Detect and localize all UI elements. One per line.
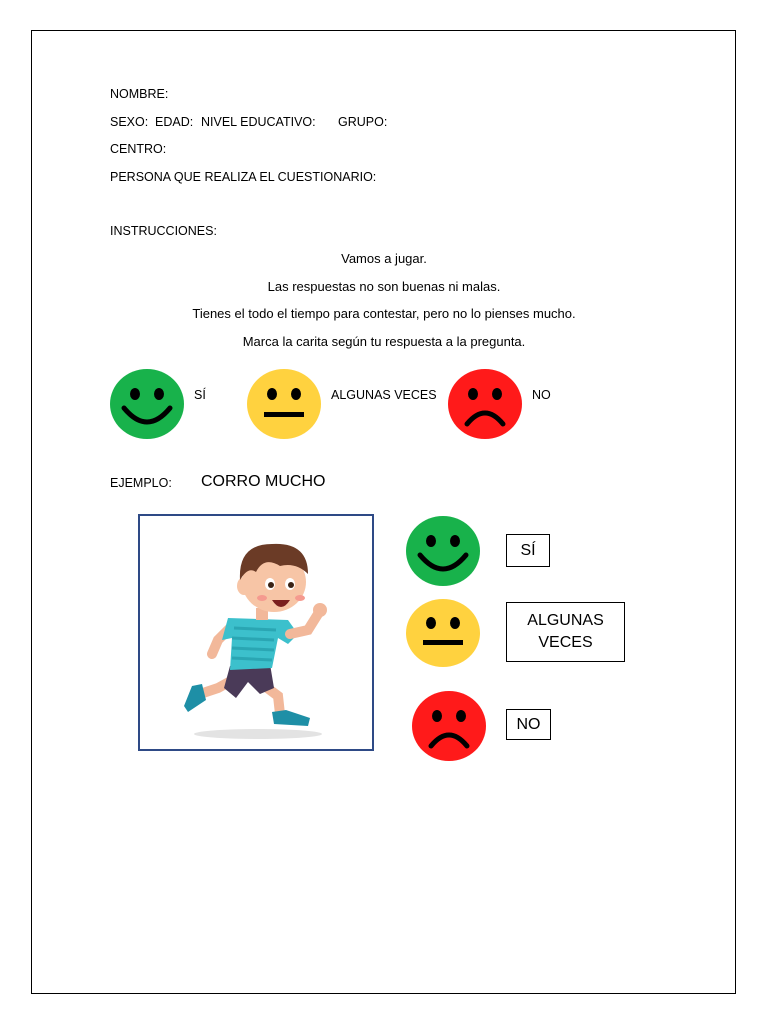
example-answer-sometimes-box[interactable]: [506, 602, 625, 662]
instruction-line-2: Las respuestas no son buenas ni malas.: [267, 279, 501, 294]
example-answer-no-box[interactable]: NO: [506, 709, 551, 740]
field-grupo: GRUPO:: [338, 115, 388, 129]
instruction-line-4: Marca la carita según tu respuesta a la pregunta.: [242, 334, 526, 349]
example-picture-frame: [138, 514, 374, 751]
example-neutral-face-icon[interactable]: [405, 598, 481, 668]
field-edad: EDAD:: [155, 115, 194, 129]
example-label: EJEMPLO:: [110, 476, 172, 490]
example-answer-yes-box[interactable]: SÍ: [506, 534, 550, 567]
legend-label-yes: SÍ: [194, 388, 206, 402]
legend-label-no: NO: [532, 388, 551, 402]
neutral-face-icon: [246, 368, 322, 440]
example-answer-sometimes-text: ALGUNAS VECES: [527, 612, 604, 651]
instruction-line-3: Tienes el todo el tiempo para contestar, pero no lo pienses mucho.: [192, 306, 576, 321]
example-sad-face-icon[interactable]: [411, 690, 487, 762]
field-nombre: NOMBRE:: [110, 87, 169, 101]
field-persona: PERSONA QUE REALIZA EL CUESTIONARIO:: [110, 170, 377, 184]
example-happy-face-icon[interactable]: [405, 515, 481, 587]
sad-face-icon: [447, 368, 523, 440]
happy-face-icon: [109, 368, 185, 440]
legend-label-sometimes: ALGUNAS VECES: [331, 388, 437, 402]
field-nivel-educativo: NIVEL EDUCATIVO:: [201, 115, 316, 129]
instruction-line-1: Vamos a jugar.: [341, 251, 427, 266]
field-sexo: SEXO:: [110, 115, 149, 129]
instructions-heading: INSTRUCCIONES:: [110, 224, 217, 238]
field-centro: CENTRO:: [110, 142, 167, 156]
running-boy-illustration: [140, 516, 372, 749]
example-title: CORRO MUCHO: [201, 473, 326, 490]
